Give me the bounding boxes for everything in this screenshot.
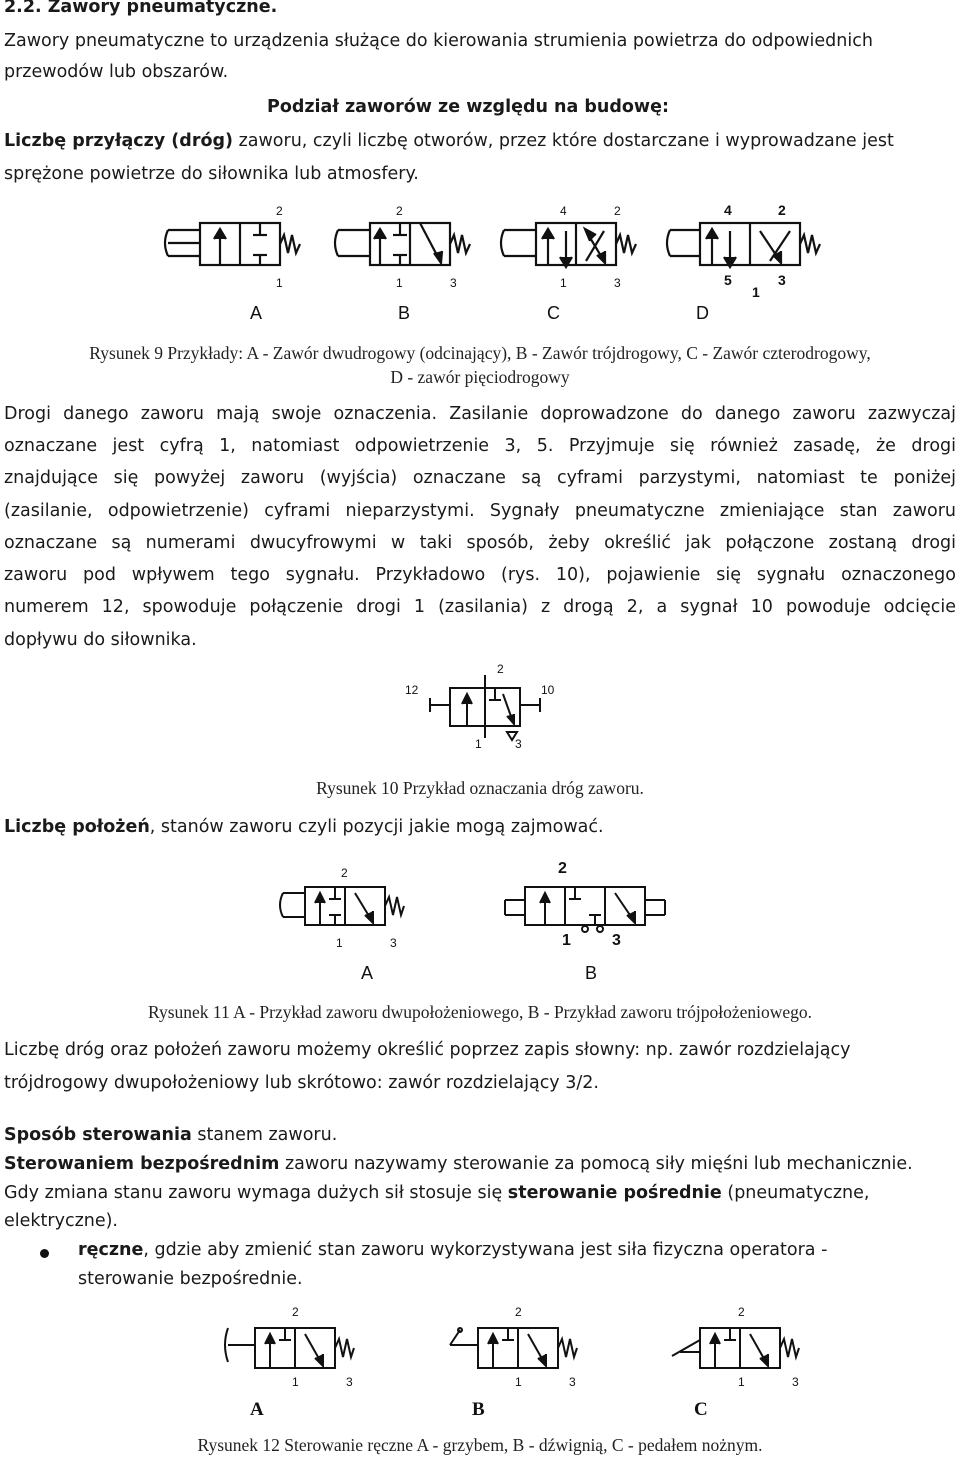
fig9-b-port-top: 2 <box>396 204 403 218</box>
ports-paragraph-line-1 <box>4 131 894 151</box>
fig9-label-a: A <box>250 303 263 323</box>
fig9-a-port-bottom: 1 <box>276 276 283 290</box>
fig12-b-port-top: 2 <box>515 1305 522 1319</box>
direct-line-3: elektryczne). <box>4 1211 118 1231</box>
fig9-d-port-tr: 2 <box>778 202 786 218</box>
fig12-label-c: C <box>694 1399 708 1420</box>
fig9-label-d: D <box>696 303 709 323</box>
fig11-b-port-br: 3 <box>612 932 621 949</box>
fig12-a-port-top: 2 <box>292 1305 299 1319</box>
subheading: Podział zaworów ze względu na budowę: <box>267 97 669 117</box>
fig9-b-port-bl: 1 <box>396 276 403 290</box>
fig12-b-port-br: 3 <box>569 1375 576 1389</box>
fig12-label-a: A <box>250 1399 264 1420</box>
fig9-label-c: C <box>547 303 560 323</box>
para2-line-4: (zasilanie, odpowietrzenie) cyframi nieparzystymi. Sygnały pneumatyczne zmieniające stan zaworu <box>4 501 956 521</box>
valve-d-symbol <box>667 223 820 267</box>
positions-rest: , stanów zaworu czyli pozycji jakie mogą zajmować. <box>149 817 604 837</box>
fig10-port-br: 3 <box>515 737 522 751</box>
fig9-a-port-top: 2 <box>276 204 283 218</box>
para2-line-5: oznaczane są numerami dwucyfrowymi w taki sposób, żeby określić jak połączone zostaną drogi <box>4 533 956 553</box>
intro-line-2: przewodów lub obszarów. <box>4 62 229 82</box>
fig11-a-port-top: 2 <box>341 866 348 880</box>
direct-l2a: Gdy zmiana stanu zaworu wymaga dużych sił stosuje się <box>4 1183 508 1203</box>
fig11-b-port-bl: 1 <box>562 932 571 949</box>
fig11-b-port-top: 2 <box>558 860 567 877</box>
intro-line-1: Zawory pneumatyczne to urządzenia służące do kierowania strumienia powietrza do odpowiednich <box>4 31 873 51</box>
fig12-caption: Rysunek 12 Sterowanie ręczne A - grzybem, B - dźwignią, C - pedałem nożnym. <box>197 1435 763 1455</box>
bullet-line-2: sterowanie bezpośrednie. <box>78 1269 303 1289</box>
positions-paragraph <box>4 817 604 837</box>
ports-paragraph-line-2: sprężone powietrze do siłownika lub atmosfery. <box>4 164 419 184</box>
fig12-c-port-br: 3 <box>792 1375 799 1389</box>
direct-line-2 <box>4 1183 869 1203</box>
control-line <box>4 1125 337 1145</box>
ports-bold: Liczbę przyłączy (dróg) <box>4 131 234 151</box>
fig12-c-port-top: 2 <box>738 1305 745 1319</box>
fig12-c-port-bl: 1 <box>738 1375 745 1389</box>
fig11-caption: Rysunek 11 A - Przykład zaworu dwupołożeniowego, B - Przykład zaworu trójpołożeniowego. <box>148 1002 812 1022</box>
para3-line-2: trójdrogowy dwupołożeniowy lub skrótowo: zawór rozdzielający 3/2. <box>4 1073 599 1093</box>
bullet-rest: , gdzie aby zmienić stan zaworu wykorzystywana jest siła fizyczna operatora - <box>143 1240 828 1260</box>
fig10-port-right: 10 <box>541 683 555 697</box>
fig9-d-port-tl: 4 <box>724 202 732 218</box>
para2-line-3: znajdujące się powyżej zaworu (wyjścia) oznaczane są cyframi parzystymi, natomiast te poniżej <box>4 468 956 488</box>
figure-10-valve-symbol <box>395 660 595 760</box>
figure-12-valve-symbols <box>0 1300 960 1400</box>
fig12-b-port-bl: 1 <box>515 1375 522 1389</box>
control-bold: Sposób sterowania <box>4 1125 192 1145</box>
valve-c-symbol <box>501 223 636 267</box>
para3-line-1: Liczbę dróg oraz położeń zaworu możemy określić poprzez zapis słowny: np. zawór rozdzielający <box>4 1040 851 1060</box>
para2-line-1: Drogi danego zaworu mają swoje oznaczenia. Zasilanie doprowadzone do danego zaworu zazwyczaj <box>4 404 956 424</box>
direct-bold: Sterowaniem bezpośrednim <box>4 1154 280 1174</box>
fig9-c-port-bl: 1 <box>560 276 567 290</box>
valve-b-symbol <box>335 223 470 265</box>
fig12-a-port-br: 3 <box>346 1375 353 1389</box>
direct-l2b: (pneumatyczne, <box>721 1183 870 1203</box>
fig9-caption-line-1: Rysunek 9 Przykłady: A - Zawór dwudrogowy (odcinający), B - Zawór trójdrogowy, C - Zawór czterodrogowy, <box>89 343 871 363</box>
direct-rest: zaworu nazywamy sterowanie za pomocą siły mięśni lub mechanicznie. <box>279 1154 913 1174</box>
fig11-label-b: B <box>585 963 598 983</box>
fig9-d-port-mid: 1 <box>752 284 760 300</box>
bullet-bold: ręczne <box>78 1240 144 1260</box>
fig12-label-b: B <box>472 1399 485 1420</box>
fig12-a-port-bl: 1 <box>292 1375 299 1389</box>
direct-line-1 <box>4 1154 913 1174</box>
bullet-dot <box>40 1249 49 1258</box>
valve-a-symbol <box>165 223 300 265</box>
bullet-line-1 <box>78 1240 827 1260</box>
fig9-d-port-br: 3 <box>778 272 786 288</box>
fig11-a-port-bl: 1 <box>336 936 343 950</box>
fig9-c-port-tl: 4 <box>560 204 567 218</box>
para2-line-8: dopływu do siłownika. <box>4 630 197 650</box>
fig9-caption-line-2: D - zawór pięciodrogowy <box>390 367 570 387</box>
section-heading: 2.2. Zawory pneumatyczne. <box>4 0 278 17</box>
fig11-a-port-br: 3 <box>390 936 397 950</box>
fig9-c-port-br: 3 <box>614 276 621 290</box>
para2-line-6: zaworu pod wpływem tego sygnału. Przykładowo (rys. 10), pojawienie się sygnału oznaczonego <box>4 565 956 585</box>
fig10-caption: Rysunek 10 Przykład oznaczania dróg zaworu. <box>316 778 644 798</box>
ports-rest: zaworu, czyli liczbę otworów, przez które dostarczane i wyprowadzane jest <box>233 131 894 151</box>
figure-11-valve-symbols <box>0 855 960 955</box>
positions-bold: Liczbę położeń <box>4 817 150 837</box>
fig10-port-top: 2 <box>497 662 504 676</box>
fig9-label-b: B <box>398 303 411 323</box>
control-rest: stanem zaworu. <box>191 1125 338 1145</box>
fig11-label-a: A <box>361 963 374 983</box>
para2-line-7: numerem 12, spowoduje połączenie drogi 1 (zasilania) z drogą 2, a sygnał 10 powoduje odcięcie <box>4 597 956 617</box>
fig9-b-port-br: 3 <box>450 276 457 290</box>
fig9-d-port-bl: 5 <box>724 272 732 288</box>
fig10-port-left: 12 <box>405 683 419 697</box>
fig10-port-bl: 1 <box>475 737 482 751</box>
para2-line-2: oznaczane jest cyfrą 1, natomiast odpowietrzenie 3, 5. Przyjmuje się również zasadę, że drogi <box>4 436 956 456</box>
fig9-c-port-tr: 2 <box>614 204 621 218</box>
indirect-bold: sterowanie pośrednie <box>507 1183 722 1203</box>
